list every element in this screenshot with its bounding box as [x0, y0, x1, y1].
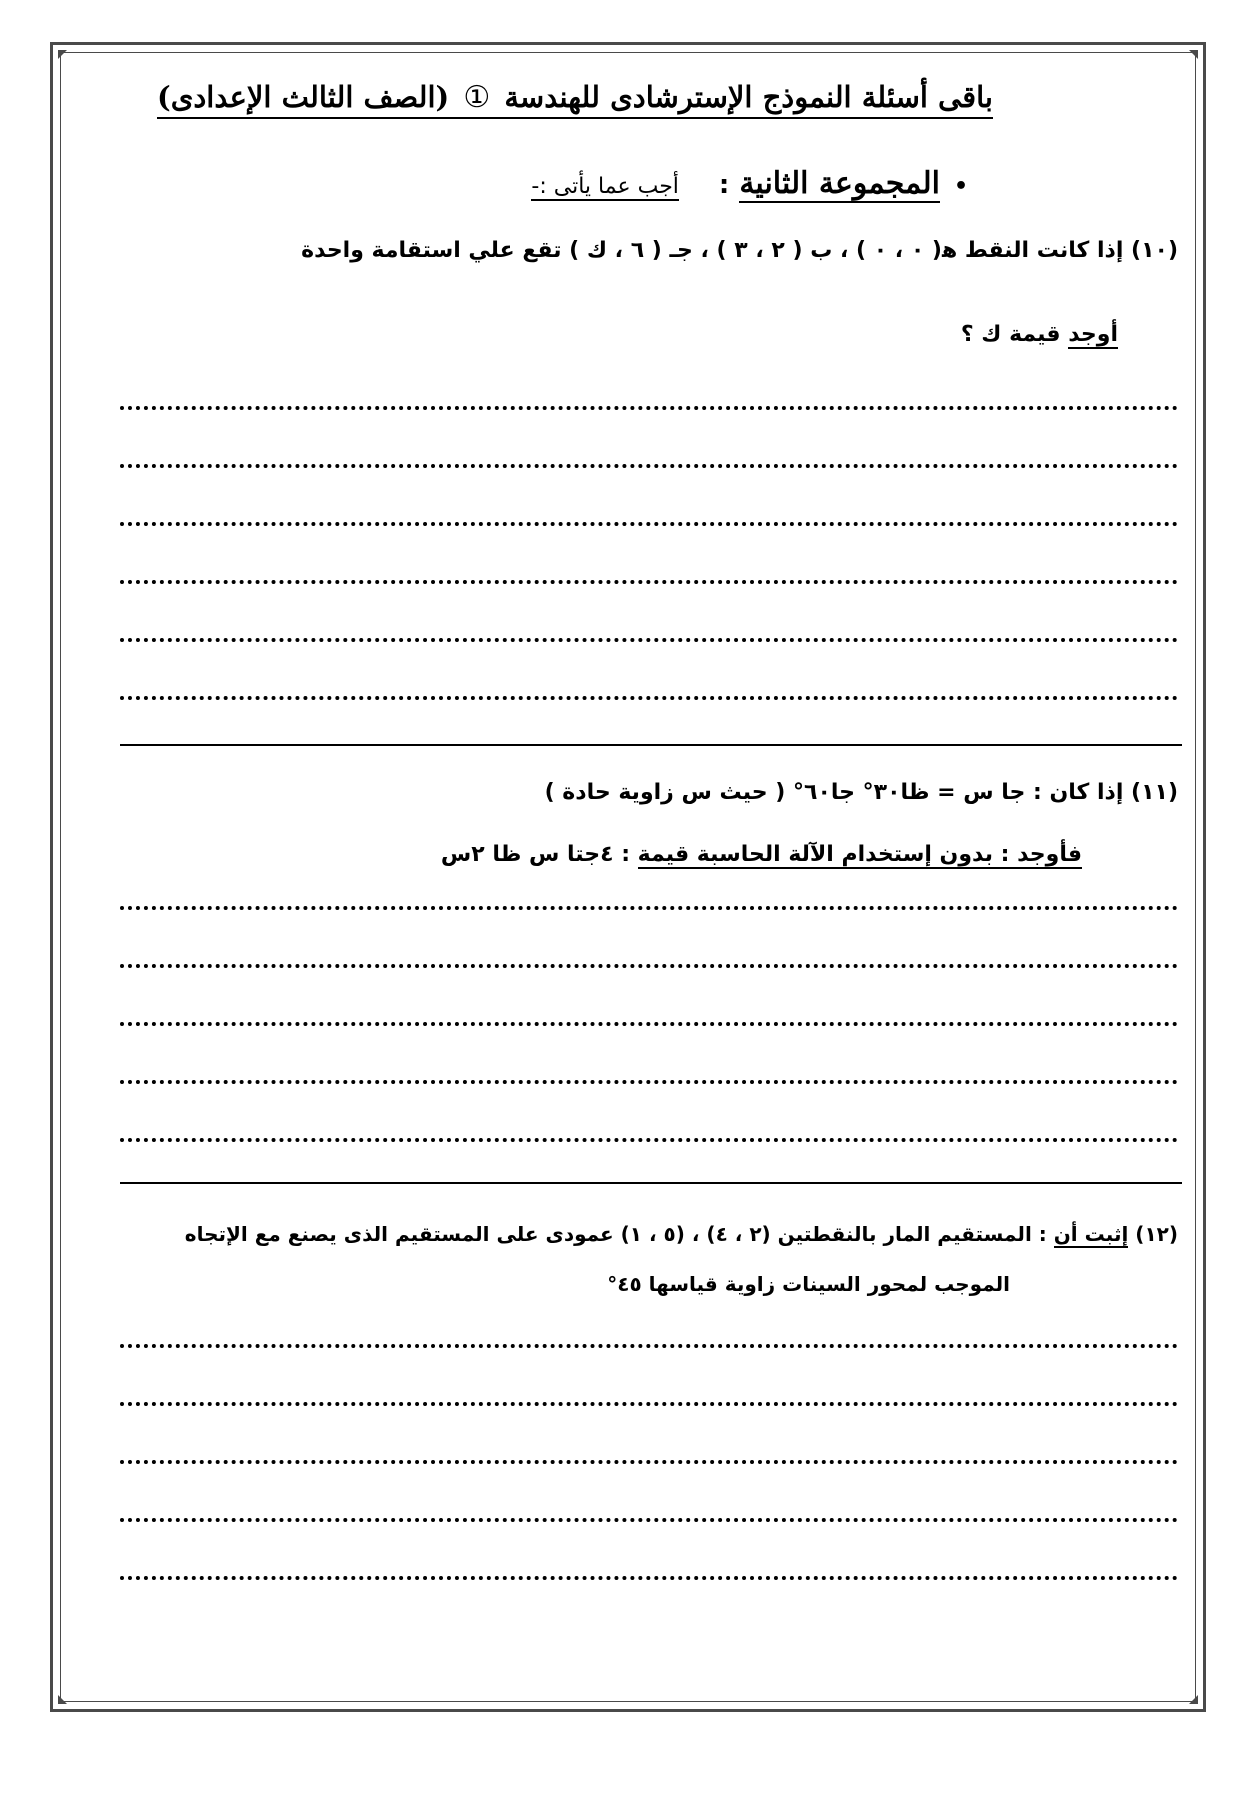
page-title [157, 80, 993, 119]
answer-line [120, 1080, 1178, 1084]
question-10-find-word: أوجد [1068, 322, 1118, 347]
section-divider [120, 744, 1182, 746]
title-model-number: ① [463, 80, 491, 115]
group-title: المجموعة الثانية [739, 166, 940, 201]
section-divider [120, 1182, 1182, 1184]
question-11-find [441, 842, 1082, 867]
answer-line [120, 1518, 1178, 1522]
question-11-find-underlined: فأوجد : بدون إستخدام الآلة الحاسبة قيمة [637, 842, 1082, 867]
corner-ornament-top-left [58, 50, 67, 59]
group-colon: : [718, 170, 730, 200]
group-instruction: أجب عما يأتى :- [531, 174, 679, 199]
answer-line [120, 1022, 1178, 1026]
corner-ornament-top-right [1189, 50, 1198, 59]
answer-line [120, 522, 1178, 526]
answer-line [120, 1460, 1178, 1464]
answer-line [120, 1138, 1178, 1142]
answer-line [120, 1576, 1178, 1580]
question-11-find-rest: : ٤جتا س ظا ٢س [440, 842, 638, 867]
question-11-text: (١١) إذا كان : جا س = ظا٣٠° جا٦٠° ( حيث س زاوية حادة ) [544, 780, 1178, 805]
question-12-line2: الموجب لمحور السينات زاوية قياسها ٤٥° [607, 1272, 1010, 1296]
question-10-text: (١٠) إذا كانت النقط ﻫ( ٠ ، ٠ ) ، ب ( ٢ ، ٣ ) ، جـ ( ٦ ، ك ) تقع علي استقامة واحدة [301, 238, 1178, 263]
question-12-prove-word: إثبت أن [1053, 1222, 1129, 1246]
question-12-prefix: (١٢) [1128, 1222, 1178, 1246]
answer-line [120, 906, 1178, 910]
question-12-text [185, 1222, 1178, 1246]
question-10-find [961, 322, 1118, 347]
answer-line [120, 464, 1178, 468]
answer-line [120, 406, 1178, 410]
answer-line [120, 1402, 1178, 1406]
answer-line [120, 696, 1178, 700]
title-part-2: (الصف الثالث الإعدادى) [156, 80, 450, 114]
page-border-inner [60, 52, 1196, 1702]
corner-ornament-bottom-left [58, 1695, 67, 1704]
answer-line [120, 1344, 1178, 1348]
title-part-1: باقى أسئلة النموذج الإسترشادى للهندسة [504, 80, 993, 114]
answer-line [120, 964, 1178, 968]
question-12-line1-rest: : المستقيم المار بالنقطتين (٢ ، ٤) ، (٥ ، ١) عمودى على المستقيم الذى يصنع مع الإتجاه [184, 1222, 1054, 1246]
group-heading [531, 166, 968, 201]
corner-ornament-bottom-right [1189, 1695, 1198, 1704]
bullet-icon: • [953, 174, 968, 199]
question-10-find-rest: قيمة ك ؟ [960, 322, 1069, 347]
answer-line [120, 638, 1178, 642]
answer-line [120, 580, 1178, 584]
